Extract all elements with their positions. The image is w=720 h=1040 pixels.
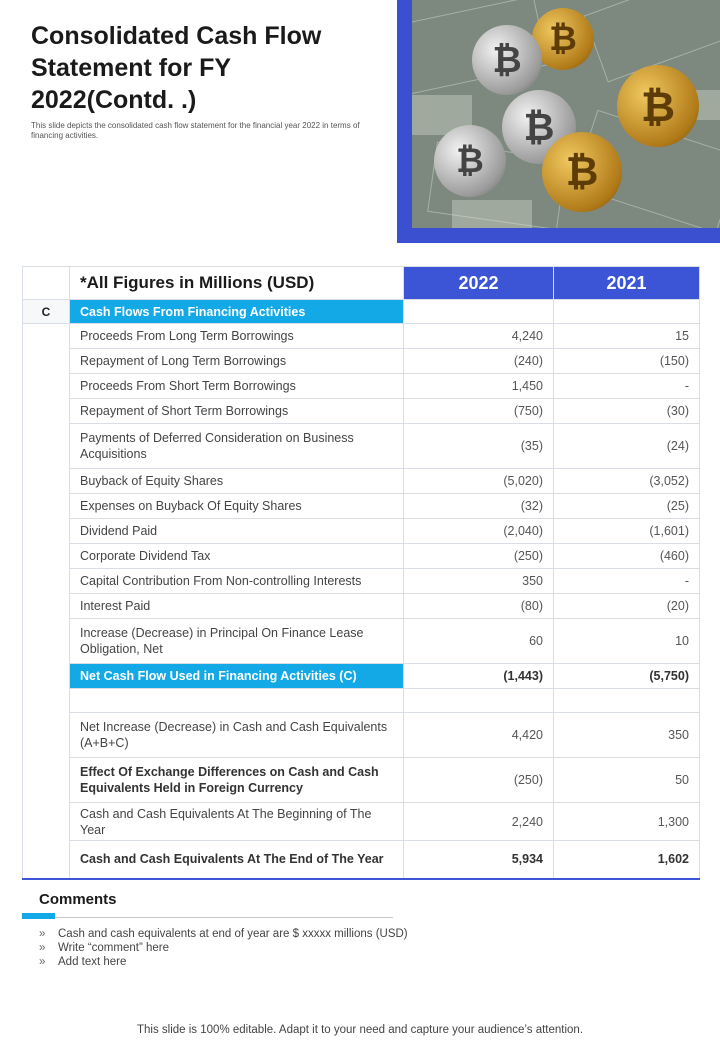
table-header-row [23,267,700,300]
value-2021: - [554,374,700,399]
empty-cell [404,689,554,713]
blank-cell [23,519,70,544]
net-cash-flow-label: Net Cash Flow Used in Financing Activities (C) [70,664,404,689]
row-label: Increase (Decrease) in Principal On Finance Lease Obligation, Net [70,619,404,664]
value-2022: (250) [404,544,554,569]
table-row [23,399,700,424]
blank-cell [23,619,70,664]
value-2021: (30) [554,399,700,424]
year-2021-header: 2021 [554,267,700,300]
blank-cell [23,664,70,689]
value-2022: (35) [404,424,554,469]
blank-cell [23,594,70,619]
row-label: Proceeds From Short Term Borrowings [70,374,404,399]
bitcoin-icon: ₿ [617,65,699,147]
comment-item: » Cash and cash equivalents at end of year are $ xxxxx millions (USD) [39,927,408,941]
blank-cell [23,713,70,758]
table-row [23,544,700,569]
blank-cell [23,324,70,349]
value-2022: 2,240 [404,803,554,841]
section-letter: C [23,300,70,324]
comment-item: » Add text here [39,955,408,969]
row-label: Interest Paid [70,594,404,619]
value-2021: (20) [554,594,700,619]
value-2022: (240) [404,349,554,374]
value-2021: 350 [554,713,700,758]
value-2022: 1,450 [404,374,554,399]
net-value-2021: (5,750) [554,664,700,689]
table-row [23,713,700,758]
blank-cell [23,758,70,803]
value-2021: 1,602 [554,841,700,879]
value-2022: (5,020) [404,469,554,494]
value-2022: (80) [404,594,554,619]
section-row [23,300,700,324]
row-label: Corporate Dividend Tax [70,544,404,569]
row-label: Cash and Cash Equivalents At The End of The Year [70,841,404,879]
value-2022: 350 [404,569,554,594]
blank-cell [23,494,70,519]
row-label: Expenses on Buyback Of Equity Shares [70,494,404,519]
row-label: Effect Of Exchange Differences on Cash and Cash Equivalents Held in Foreign Currency [70,758,404,803]
blank-cell [23,374,70,399]
footer-note: This slide is 100% editable. Adapt it to your need and capture your audience’s attention. [136,1024,584,1036]
table-row [23,803,700,841]
net-cash-flow-row [23,664,700,689]
table-row [23,569,700,594]
value-2021: (1,601) [554,519,700,544]
value-2021: (150) [554,349,700,374]
bitcoin-icon: ₿ [502,90,576,164]
year-2022-header: 2022 [404,267,554,300]
value-2021: (25) [554,494,700,519]
value-2022: 4,420 [404,713,554,758]
value-2021: (24) [554,424,700,469]
blank-cell [23,689,70,713]
table-row [23,594,700,619]
photo-frame [397,0,720,243]
table-row [23,619,700,664]
table-row [23,469,700,494]
table-row [23,519,700,544]
row-label: Net Increase (Decrease) in Cash and Cash Equivalents (A+B+C) [70,713,404,758]
net-value-2022: (1,443) [404,664,554,689]
comments-heading: Comments [39,891,117,908]
value-2021: 15 [554,324,700,349]
page-subtitle: This slide depicts the consolidated cash flow statement for the financial year 2022 in terms of financing activities. [31,121,360,140]
blank-cell [23,544,70,569]
page-title: Consolidated Cash Flow Statement for FY 2022(Contd. .) [31,22,322,114]
row-label: Repayment of Short Term Borrowings [70,399,404,424]
bitcoin-icon: ₿ [532,8,594,70]
table-row [23,758,700,803]
row-label: Dividend Paid [70,519,404,544]
value-2021: (3,052) [554,469,700,494]
table-row [23,349,700,374]
empty-cell [554,689,700,713]
bitcoin-photo [412,0,720,228]
bitcoin-icon: ₿ [434,125,506,197]
empty-cell [70,689,404,713]
value-2022: 5,934 [404,841,554,879]
blank-cell [23,841,70,879]
section-title: Cash Flows From Financing Activities [70,300,404,324]
row-label: Capital Contribution From Non-controlling Interests [70,569,404,594]
comment-item: » Write “comment” here [39,941,408,955]
figures-unit-label: *All Figures in Millions (USD) [70,267,404,300]
header-blank-cell [23,267,70,300]
blank-cell [23,424,70,469]
row-label: Payments of Deferred Consideration on Business Acquisitions [70,424,404,469]
table-row [23,424,700,469]
table-row [23,374,700,399]
value-2022: (250) [404,758,554,803]
blank-cell [23,803,70,841]
bitcoin-icon: ₿ [542,132,622,212]
blank-cell [23,399,70,424]
blank-cell [23,349,70,374]
value-2021: 10 [554,619,700,664]
bitcoin-icon: ₿ [472,25,542,95]
blank-cell [23,569,70,594]
value-2021: 50 [554,758,700,803]
value-2021: (460) [554,544,700,569]
row-label: Repayment of Long Term Borrowings [70,349,404,374]
blank-cell [23,469,70,494]
table-row [23,494,700,519]
row-label: Buyback of Equity Shares [70,469,404,494]
comments-list [39,927,408,969]
comments-accent-bar [22,913,55,919]
value-2022: (750) [404,399,554,424]
row-label: Cash and Cash Equivalents At The Beginning of The Year [70,803,404,841]
value-2022: (2,040) [404,519,554,544]
value-2021: - [554,569,700,594]
cash-flow-table [22,266,700,880]
row-label: Proceeds From Long Term Borrowings [70,324,404,349]
empty-cell [404,300,554,324]
value-2022: (32) [404,494,554,519]
spacer-row [23,689,700,713]
comments-divider [55,917,393,918]
table-row [23,841,700,879]
table-row [23,324,700,349]
value-2021: 1,300 [554,803,700,841]
empty-cell [554,300,700,324]
value-2022: 60 [404,619,554,664]
value-2022: 4,240 [404,324,554,349]
